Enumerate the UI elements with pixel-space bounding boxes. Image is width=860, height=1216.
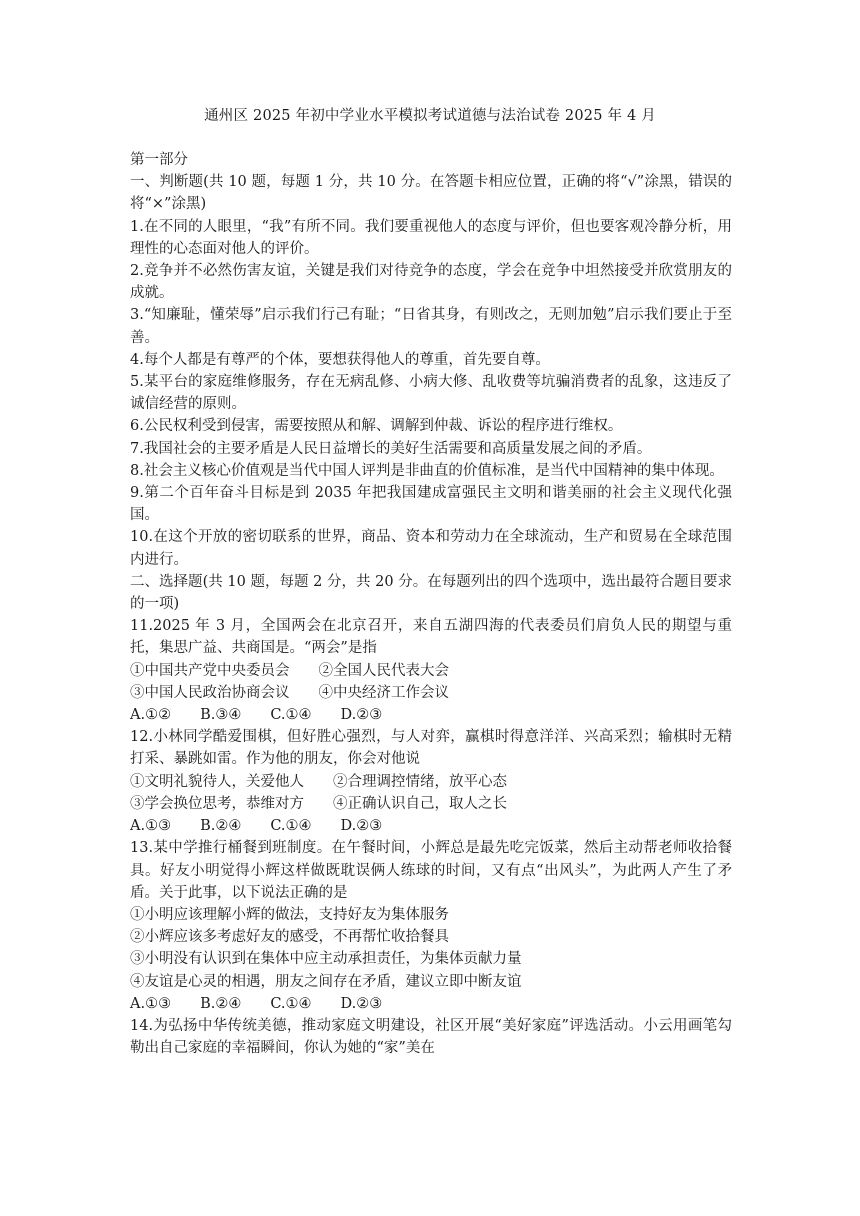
- section-instructions: 一、判断题(共 10 题，每题 1 分，共 10 分。在答题卡相应位置，正确的将“√”涂黑，错误的将“×”涂黑): [130, 174, 732, 213]
- option-line: ③学会换位思考，恭维对方 ④正确认识自己，取人之长: [130, 795, 507, 812]
- option-line: ①中国共产党中央委员会 ②全国人民代表大会: [130, 662, 449, 679]
- question-8: 8.社会主义核心价值观是当代中国人评判是非曲直的价值标准，是当代中国精神的集中体现。: [130, 462, 724, 479]
- question-5: 5.某平台的家庭维修服务，存在无病乱修、小病大修、乱收费等坑骗消费者的乱象，这违反了诚信经营的原则。: [130, 374, 732, 413]
- section-heading: 第一部分: [130, 152, 188, 168]
- question-3: 3.“知廉耻，懂荣辱”启示我们行己有耻；“日省其身，有则改之，无则加勉”启示我们要止于至善。: [130, 307, 732, 346]
- answer-choices: A.①③ B.②④ C.①④ D.②③: [130, 818, 383, 835]
- page-title: 通州区 2025 年初中学业水平模拟考试道德与法治试卷 2025 年 4 月: [204, 108, 656, 124]
- answer-choices: A.①③ B.②④ C.①④ D.②③: [130, 995, 383, 1012]
- option-line: ①小明应该理解小辉的做法，支持好友为集体服务: [130, 906, 449, 923]
- question-6: 6.公民权利受到侵害，需要按照从和解、调解到仲裁、诉讼的程序进行维权。: [130, 418, 623, 435]
- answer-choices: A.①② B.③④ C.①④ D.②③: [130, 707, 383, 724]
- question-1: 1.在不同的人眼里，“我”有所不同。我们要重视他人的态度与评价，但也要客观冷静分析，用理性的心态面对他人的评价。: [130, 218, 732, 257]
- question-11: 11.2025 年 3 月，全国两会在北京召开，来自五湖四海的代表委员们肩负人民的期望与重托，集思广益、共商国是。“两会”是指: [130, 618, 732, 657]
- option-line: ③小明没有认识到在集体中应主动承担责任，为集体贡献力量: [130, 951, 522, 968]
- option-line: ①文明礼貌待人，关爱他人 ②合理调控情绪，放平心态: [130, 773, 507, 790]
- option-line: ③中国人民政治协商会议 ④中央经济工作会议: [130, 684, 449, 701]
- question-4: 4.每个人都是有尊严的个体，要想获得他人的尊重，首先要自尊。: [130, 351, 550, 368]
- exam-content: [130, 149, 732, 1059]
- question-10: 10.在这个开放的密切联系的世界，商品、资本和劳动力在全球流动，生产和贸易在全球范围内进行。: [130, 529, 732, 568]
- question-7: 7.我国社会的主要矛盾是人民日益增长的美好生活需要和高质量发展之间的矛盾。: [130, 440, 652, 457]
- option-line: ④友谊是心灵的相遇，朋友之间存在矛盾，建议立即中断友谊: [130, 973, 522, 990]
- question-2: 2.竞争并不必然伤害友谊，关键是我们对待竞争的态度，学会在竞争中坦然接受并欣赏朋友的成就。: [130, 263, 732, 302]
- question-12: 12.小林同学酷爱围棋，但好胜心强烈，与人对弈，赢棋时得意洋洋、兴高采烈；输棋时无精打采、暴跳如雷。作为他的朋友，你会对他说: [130, 729, 732, 768]
- question-13: 13.某中学推行桶餐到班制度。在午餐时间，小辉总是最先吃完饭菜，然后主动帮老师收拾餐具。好友小明觉得小辉这样做既耽误俩人练球的时间，又有点“出风头”，为此两人产生了矛盾。关于此事，以下说法正确的是: [130, 840, 732, 901]
- section-instructions: 二、选择题(共 10 题，每题 2 分，共 20 分。在每题列出的四个选项中，选出最符合题目要求的一项): [130, 573, 732, 613]
- question-9: 9.第二个百年奋斗目标是到 2035 年把我国建成富强民主文明和谐美丽的社会主义现代化强国。: [130, 485, 732, 524]
- question-14: 14.为弘扬中华传统美德，推动家庭文明建设，社区开展“美好家庭”评选活动。小云用画笔勾勒出自己家庭的幸福瞬间，你认为她的“家”美在: [130, 1017, 732, 1057]
- option-line: ②小辉应该多考虑好友的感受，不再帮忙收拾餐具: [130, 929, 449, 946]
